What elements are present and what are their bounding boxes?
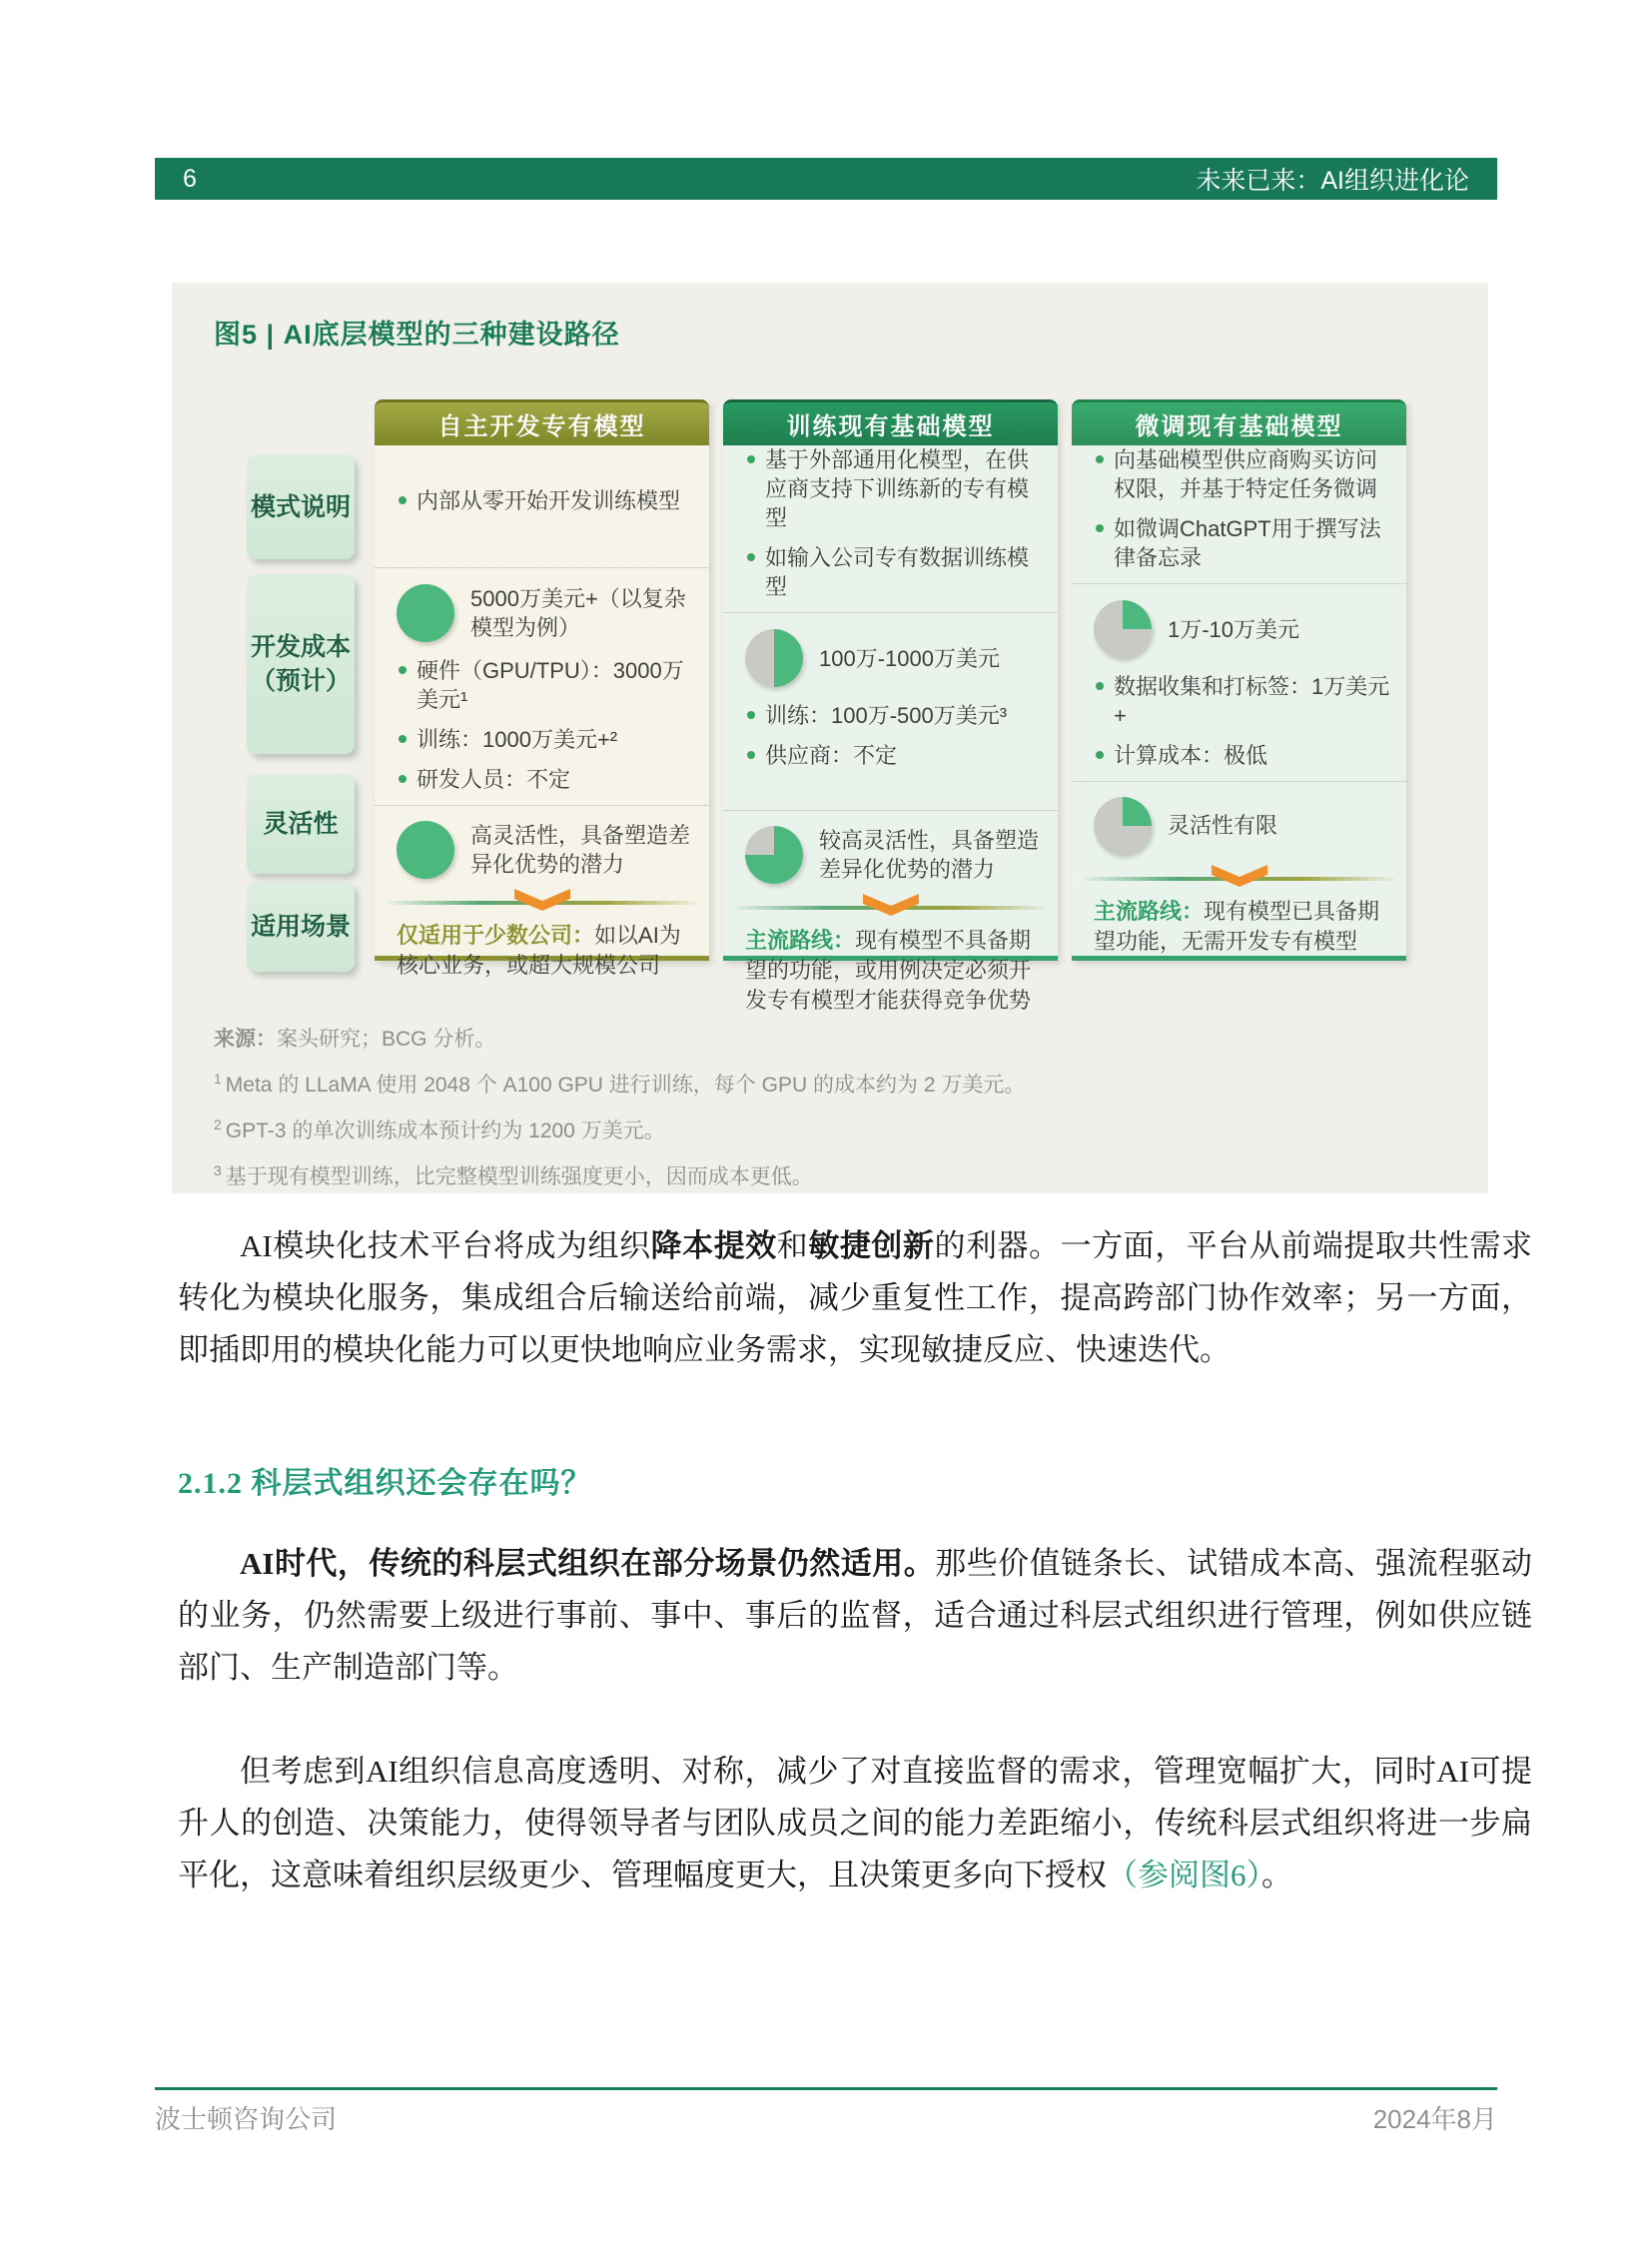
divider-col1 (375, 893, 709, 913)
page-number: 6 (183, 164, 197, 193)
bullet-text: 向基础模型供应商购买访问权限，并基于特定任务微调 (1114, 447, 1378, 501)
list-item (397, 656, 693, 714)
flex-pie-full-icon (397, 821, 454, 879)
bold-text: 降本提效 (650, 1228, 777, 1263)
flex-pie-three-quarter-icon (745, 826, 803, 884)
flex-text: 较高灵活性，具备塑造差异化优势的潜力 (819, 827, 1040, 882)
scenario-lead: 主流路线： (745, 928, 856, 953)
column-self-develop (375, 399, 709, 978)
chevron-down-icon (1208, 863, 1271, 891)
figure6-reference-link[interactable]: （参阅图6） (1107, 1858, 1261, 1892)
bullet-dot (1096, 524, 1104, 532)
paragraph-text: AI模块化技术平台将成为组织 (240, 1228, 651, 1263)
bullet-dot (747, 553, 755, 561)
footnote-2 (214, 1112, 1025, 1144)
scenario-lead: 主流路线： (1094, 899, 1205, 924)
list-item (745, 543, 1042, 601)
bullet-text: 内部从零开始开发训练模型 (416, 488, 681, 513)
footer-date: 2024年8月 (1372, 2104, 1497, 2134)
scenario-text: 如以AI为核心业务，或超大规模公司 (397, 923, 681, 978)
column-header-self-develop: 自主开发专有模型 (375, 399, 709, 445)
source-label: 来源： (214, 1028, 277, 1051)
flex-text: 高灵活性，具备塑造差异化优势的潜力 (470, 822, 691, 877)
bullet-dot (399, 666, 407, 674)
cost-headline: 100万-1000万美元 (819, 645, 1000, 671)
cost-headline: 5000万美元+（以复杂模型为例） (470, 586, 686, 640)
footnote-marker: 1 (214, 1071, 222, 1087)
row-label-flexibility: 灵活性 (247, 774, 355, 874)
chevron-down-icon (859, 892, 923, 920)
list-item (397, 765, 693, 794)
bullet-dot (1096, 455, 1104, 463)
row-label-scenario: 适用场景 (247, 882, 355, 972)
figure-table (247, 399, 1420, 1013)
cell-scenario-col3 (1072, 889, 1406, 957)
source-line (214, 1027, 1025, 1053)
divider-col2 (723, 898, 1058, 918)
flex-text: 灵活性有限 (1168, 813, 1278, 838)
cost-pie-quarter-icon (1094, 600, 1152, 658)
cell-cost-col1 (375, 567, 709, 805)
bullet-text: 研发人员：不定 (416, 767, 571, 792)
paragraph-text: 的利器。一方面，平台从前端提取共性需求转化为模块化服务，集成组合后输送给前端，减少重复性工作，提高跨部门协作效率；另一方面，即插即用的模块化能力可以更快地响应业务需求，实现敏捷反应、快速迭代。 (178, 1228, 1533, 1367)
cost-pie-full-icon (397, 584, 454, 642)
bullet-text: 训练：100万-500万美元³ (765, 703, 1008, 728)
footnote-text: GPT-3 的单次训练成本预计约为 1200 万美元。 (225, 1120, 665, 1142)
bullet-text: 基于外部通用化模型，在供应商支持下训练新的专有模型 (765, 447, 1030, 530)
footnote-1 (214, 1066, 1025, 1099)
bold-text: 敏捷创新 (808, 1228, 935, 1263)
bullet-dot (1096, 751, 1104, 759)
page-footer (155, 2099, 1497, 2136)
list-item (1094, 445, 1390, 503)
page-header-bar (155, 158, 1497, 200)
bullet-text: 供应商：不定 (765, 743, 898, 768)
paragraph-flatten (178, 1746, 1532, 1901)
row-label-column (247, 399, 355, 961)
cell-mode-col3 (1072, 445, 1406, 583)
cell-mode-col1 (375, 445, 709, 567)
cell-flex-col3 (1072, 781, 1406, 869)
footnote-text: 基于现有模型训练，比完整模型训练强度更小，因而成本更低。 (225, 1165, 813, 1188)
chevron-down-icon (510, 887, 574, 915)
cell-flex-col2 (723, 810, 1058, 898)
bullet-dot (399, 496, 407, 504)
paragraph-hierarchy-apply (178, 1538, 1532, 1694)
bullet-text: 训练：1000万美元+² (416, 727, 618, 752)
cell-scenario-col1 (375, 913, 709, 981)
column-train-existing (723, 399, 1058, 1013)
bullet-dot (747, 751, 755, 759)
list-item (397, 725, 693, 754)
flex-pie-quarter-icon (1094, 797, 1152, 855)
row-label-mode: 模式说明 (247, 454, 355, 559)
bullet-dot (399, 775, 407, 783)
cell-scenario-col2 (723, 918, 1058, 1016)
cost-headline: 1万-10万美元 (1168, 616, 1300, 642)
cell-flex-col1 (375, 805, 709, 893)
list-item (745, 445, 1042, 532)
source-text: 案头研究；BCG 分析。 (277, 1028, 496, 1051)
row-label-cost-line2: （预计） (250, 667, 351, 695)
paragraph-text: 那些价值链条长、试错成本高、强流程驱动的业务，仍然需要上级进行事前、事中、事后的监督，适合通过科层式组织进行管理，例如供应链部门、生产制造部门等。 (178, 1546, 1532, 1685)
list-item (1094, 741, 1390, 770)
column-header-train-existing: 训练现有基础模型 (723, 399, 1058, 445)
bullet-text: 计算成本：极低 (1114, 743, 1268, 768)
figure5-panel (172, 283, 1488, 1193)
document-title: 未来已来：AI组织进化论 (1196, 167, 1469, 195)
paragraph-platform (178, 1220, 1532, 1376)
cost-pie-half-icon (745, 629, 803, 687)
figure-title: 图5 | AI底层模型的三种建设路径 (214, 320, 620, 350)
bullet-text: 数据收集和打标签：1万美元+ (1114, 674, 1390, 728)
divider-col3 (1072, 869, 1406, 889)
list-item (745, 741, 1042, 770)
scenario-text: 现有模型已具备期望功能，无需开发专有模型 (1094, 899, 1380, 954)
bold-text: AI时代，传统的科层式组织在部分场景仍然适用。 (240, 1546, 936, 1581)
footnote-3 (214, 1157, 1025, 1190)
column-header-finetune-existing: 微调现有基础模型 (1072, 399, 1406, 445)
paragraph-text: 。 (1261, 1858, 1292, 1892)
scenario-text: 现有模型不具备期望的功能，或用例决定必须开发专有模型才能获得竞争优势 (745, 928, 1032, 1013)
list-item (397, 486, 693, 515)
scenario-lead: 仅适用于少数公司： (397, 923, 595, 948)
cell-cost-col2 (723, 612, 1058, 810)
footer-company: 波士顿咨询公司 (155, 2104, 338, 2134)
paragraph-text: 但考虑到AI组织信息高度透明、对称，减少了对直接监督的需求，管理宽幅扩大，同时AI可提升人的创造、决策能力，使得领导者与团队成员之间的能力差距缩小，传统科层式组织将进一步扁平化，这意味着组织层级更少、管理幅度更大，且决策更多向下授权 (178, 1754, 1532, 1892)
bullet-text: 如微调ChatGPT用于撰写法律备忘录 (1114, 516, 1381, 570)
row-label-cost-line1: 开发成本 (250, 633, 351, 661)
bullet-dot (747, 711, 755, 719)
list-item (745, 701, 1042, 730)
section-heading-2-1-2: 2.1.2 科层式组织还会存在吗？ (178, 1467, 592, 1500)
footnote-marker: 3 (214, 1162, 222, 1178)
list-item (1094, 672, 1390, 730)
bullet-text: 硬件（GPU/TPU）：3000万美元¹ (416, 658, 684, 712)
bullet-dot (399, 735, 407, 743)
footnote-text: Meta 的 LLaMA 使用 2048 个 A100 GPU 进行训练，每个 GPU 的成本约为 2 万美元。 (225, 1074, 1026, 1097)
list-item (1094, 514, 1390, 572)
row-label-cost (247, 574, 355, 754)
footer-divider (155, 2087, 1497, 2090)
figure-notes (214, 1027, 1025, 1203)
cell-mode-col2 (723, 445, 1058, 612)
column-finetune-existing (1072, 399, 1406, 961)
bullet-text: 如输入公司专有数据训练模型 (765, 545, 1030, 599)
footnote-marker: 2 (214, 1117, 222, 1132)
paragraph-text: 和 (776, 1228, 809, 1263)
cell-cost-col3 (1072, 583, 1406, 781)
bullet-dot (1096, 682, 1104, 690)
bullet-dot (747, 455, 755, 463)
